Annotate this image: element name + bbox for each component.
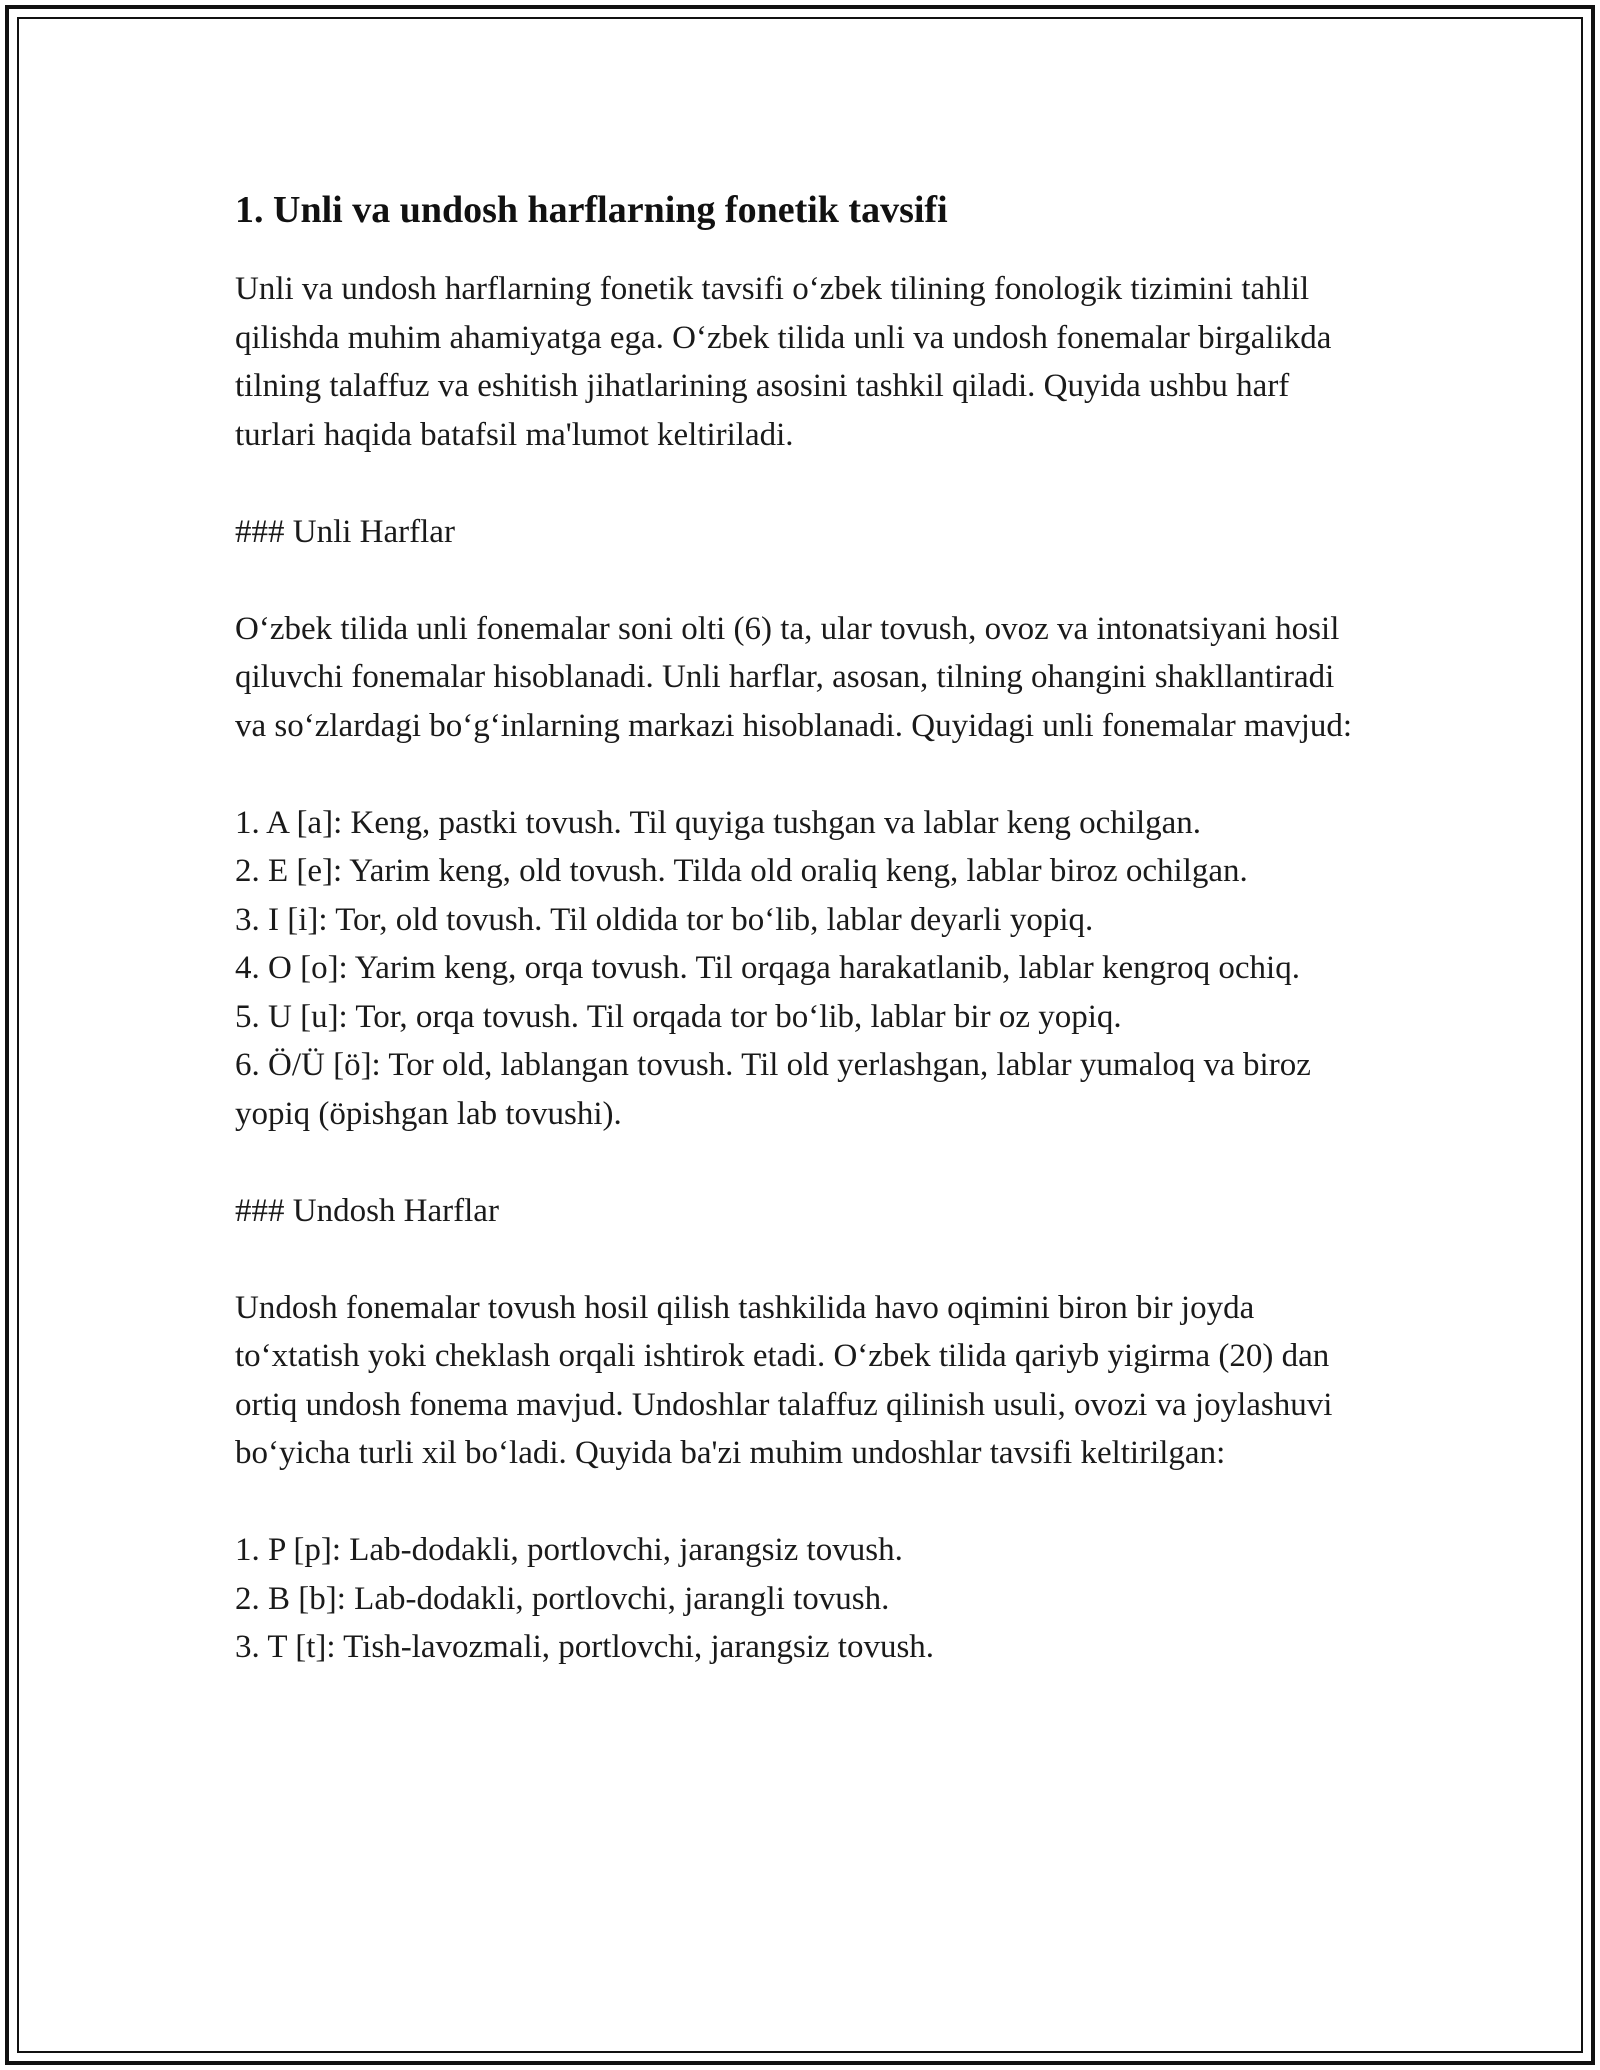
list-item: 2. E [e]: Yarim keng, old tovush. Tilda old oraliq keng, lablar biroz ochilgan. <box>235 853 1248 889</box>
list-item: 4. O [o]: Yarim keng, orqa tovush. Til orqaga harakatlanib, lablar kengroq ochiq. <box>235 950 1300 986</box>
vowels-intro-paragraph: O‘zbek tilida unli fonemalar soni olti (6) ta, ular tovush, ovoz va intonatsiyani hosil qiluvchi fonemalar hisoblanadi. Unli harflar, asosan, tilning ohangini shakllantiradi va so‘zlardagi bo‘g‘inlarning markazi hisoblanadi. Quyidagi unli fonemalar mavjud: <box>235 610 1353 744</box>
list-item: 1. P [p]: Lab-dodakli, portlovchi, jarangsiz tovush. <box>235 1532 903 1568</box>
list-item: 3. T [t]: Tish-lavozmali, portlovchi, jarangsiz tovush. <box>235 1629 935 1665</box>
list-item: 6. Ö/Ü [ö]: Tor old, lablangan tovush. Til old yerlashgan, lablar yumaloq va biroz yopiq (öpishgan lab tovushi). <box>235 1047 1311 1132</box>
consonants-intro-paragraph: Undosh fonemalar tovush hosil qilish tashkilida havo oqimini biron bir joyda to‘xtatish yoki cheklash orqali ishtirok etadi. O‘zbek tilida qariyb yigirma (20) dan ortiq undosh fonema mavjud. Undoshlar talaffuz qilinish usuli, ovozi va joylashuvi bo‘yicha turli xil bo‘ladi. Quyida ba'zi muhim undoshlar tavsifi keltirilgan: <box>235 1289 1333 1471</box>
consonants-heading: ### Undosh Harflar <box>235 1192 499 1229</box>
consonants-list <box>235 1526 1370 1672</box>
vowels-heading: ### Unli Harflar <box>235 513 455 550</box>
section-title: 1. Unli va undosh harflarning fonetik tavsifi <box>235 189 948 231</box>
list-item: 5. U [u]: Tor, orqa tovush. Til orqada tor bo‘lib, lablar bir oz yopiq. <box>235 998 1122 1035</box>
document-body <box>235 185 1370 1672</box>
intro-paragraph: Unli va undosh harflarning fonetik tavsifi o‘zbek tilining fonologik tizimini tahlil qilishda muhim ahamiyatga ega. O‘zbek tilida unli va undosh fonemalar birgalikda tilning talaffuz va eshitish jihatlarining asosini tashkil qiladi. Quyida ushbu harf turlari haqida batafsil ma'lumot keltiriladi. <box>235 271 1332 453</box>
list-item: 1. A [a]: Keng, pastki tovush. Til quyiga tushgan va lablar keng ochilgan. <box>235 804 1202 841</box>
vowels-list <box>235 799 1370 1139</box>
list-item: 3. I [i]: Tor, old tovush. Til oldida tor bo‘lib, lablar deyarli yopiq. <box>235 901 1094 938</box>
list-item: 2. B [b]: Lab-dodakli, portlovchi, jarangli tovush. <box>235 1580 890 1617</box>
